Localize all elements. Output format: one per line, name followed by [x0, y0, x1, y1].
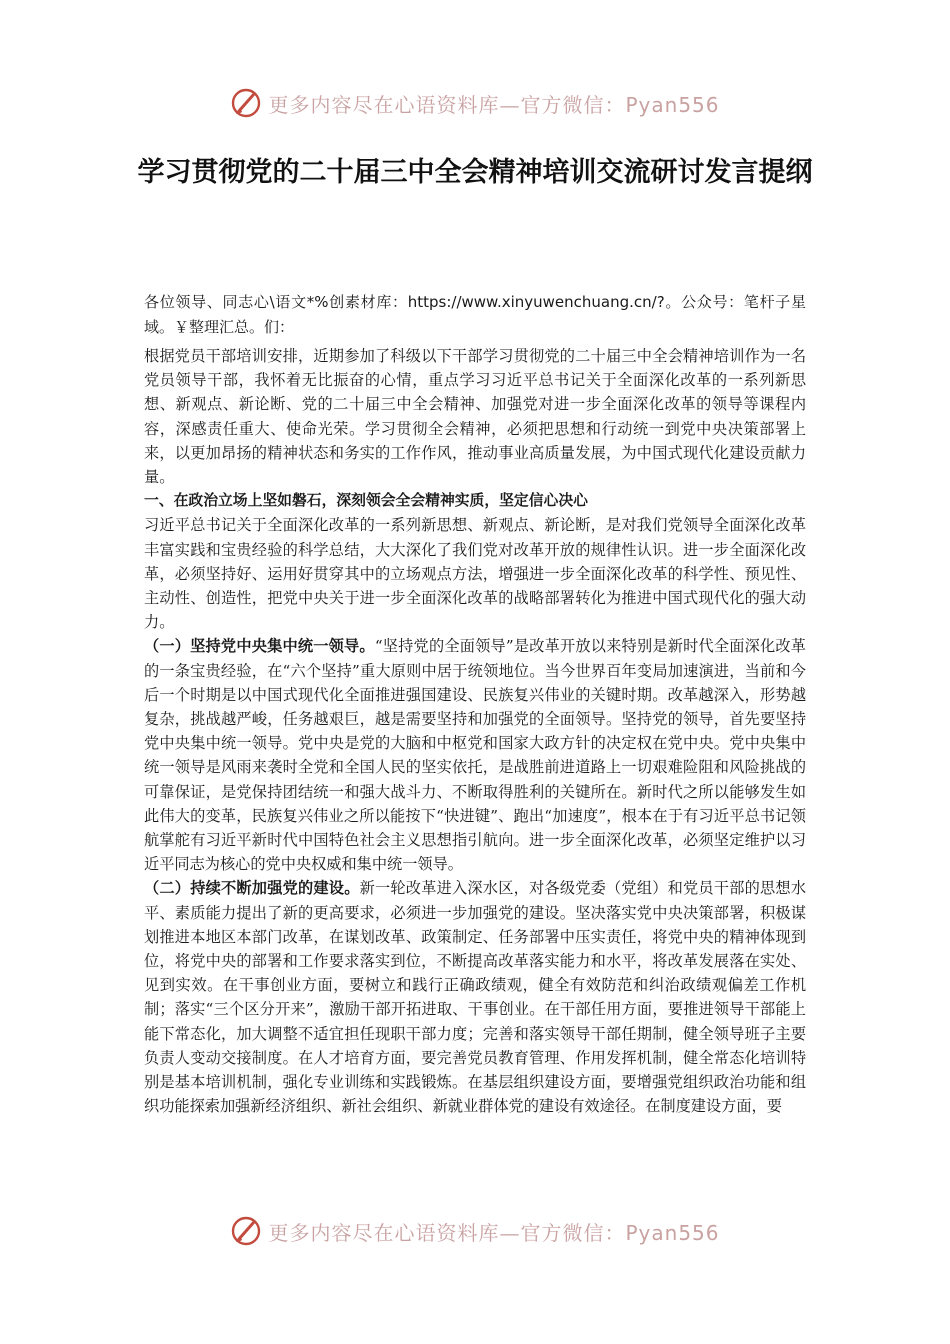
brush-logo-icon [230, 86, 264, 120]
paragraph-2: 习近平总书记关于全面深化改革的一系列新思想、新观点、新论断，是对我们党领导全面深化改革丰富实践和宝贵经验的科学总结，大大深化了我们党对改革开放的规律性认识。进一步全面深化改革，必须坚持好、运用好贯穿其中的立场观点方法，增强进一步全面深化改革的科学性、预见性、主动性、创造性，把党中央关于进一步全面深化改革的战略部署转化为推进中国式现代化的强大动力。 [144, 516, 806, 632]
document-body [144, 290, 806, 1119]
brush-logo-icon [230, 1214, 264, 1248]
paragraph-4-text: 新一轮改革进入深水区，对各级党委（党组）和党员干部的思想水平、素质能力提出了新的更高要求，必须进一步加强党的建设。坚决落实党中央决策部署，积极谋划推进本地区本部门改革，在谋划改革、政策制定、任务部署中压实责任，将党中央的精神体现到位，将党中央的部署和工作要求落实到位，不断提高改革落实能力和水平，将改革发展落在实处、见到实效。在干事创业方面，要树立和践行正确政绩观，健全有效防范和纠治政绩观偏差工作机制；落实“三个区分开来”，激励干部开拓进取、干事创业。在干部任用方面，要推进领导干部能上能下常态化，加大调整不适宜担任现职干部力度；完善和落实领导干部任期制，健全领导班子主要负责人变动交接制度。在人才培育方面，要完善党员教育管理、作用发挥机制，健全常态化培训特别是基本培训机制，强化专业训练和实践锻炼。在基层组织建设方面，要增强党组织政治功能和组织功能探索加强新经济组织、新社会组织、新就业群体党的建设有效途径。在制度建设方面，要 [144, 879, 807, 1116]
intro-paragraph: 各位领导、同志心\语文*%创素材库：https://www.xinyuwenchuang.cn/?。公众号：笔杆子星域。￥整理汇总。们： [144, 293, 806, 336]
watermark-text: 更多内容尽在心语资料库—官方微信：Pyan556 [268, 1220, 720, 1245]
document-title: 学习贯彻党的二十届三中全会精神培训交流研讨发言提纲 [137, 157, 813, 188]
wechat-handle: Pyan556 [625, 1220, 720, 1245]
wechat-handle: Pyan556 [625, 92, 720, 117]
subheading-1: （一）坚持党中央集中统一领导。 [144, 637, 375, 656]
watermark-text: 更多内容尽在心语资料库—官方微信：Pyan556 [268, 92, 720, 117]
watermark-banner-top [0, 83, 950, 123]
paragraph-3 [144, 634, 806, 876]
paragraph-1: 根据党员干部培训安排，近期参加了科级以下干部学习贯彻党的二十届三中全会精神培训作为一名党员领导干部，我怀着无比振奋的心情，重点学习习近平总书记关于全面深化改革的一系列新思想、新观点、新论断、党的二十届三中全会精神、加强党对进一步全面深化改革的领导等课程内容，深感责任重大、使命光荣。学习贯彻全会精神，必须把思想和行动统一到党中央决策部署上来，以更加昂扬的精神状态和务实的工作作风，推动事业高质量发展，为中国式现代化建设贡献力量。 [144, 347, 806, 487]
watermark-banner-bottom [0, 1211, 950, 1251]
paragraph-3-text: “坚持党的全面领导”是改革开放以来特别是新时代全面深化改革的一条宝贵经验，在“六个坚持”重大原则中居于统领地位。当今世界百年变局加速演进，当前和今后一个时期是以中国式现代化全面推进强国建设、民族复兴伟业的关键时期。改革越深入，形势越复杂，挑战越严峻，任务越艰巨，越是需要坚持和加强党的全面领导。坚持党的领导，首先要坚持党中央集中统一领导。党中央是党的大脑和中枢党和国家大政方针的决定权在党中央。党中央集中统一领导是风雨来袭时全党和全国人民的坚实依托，是战胜前进道路上一切艰难险阻和风险挑战的可靠保证，是党保持团结统一和强大战斗力、不断取得胜利的关键所在。新时代之所以能够发生如此伟大的变革，民族复兴伟业之所以能按下“快进键”、跑出“加速度”，根本在于有习近平总书记领航掌舵有习近平新时代中国特色社会主义思想指引航向。进一步全面深化改革，必须坚定维护以习近平同志为核心的党中央权威和集中统一领导。 [144, 637, 806, 874]
subheading-2: （二）持续不断加强党的建设。 [144, 879, 360, 898]
paragraph-4 [144, 876, 806, 1118]
section-heading-1: 一、在政治立场上坚如磐石，深刻领会全会精神实质，坚定信心决心 [144, 492, 588, 510]
